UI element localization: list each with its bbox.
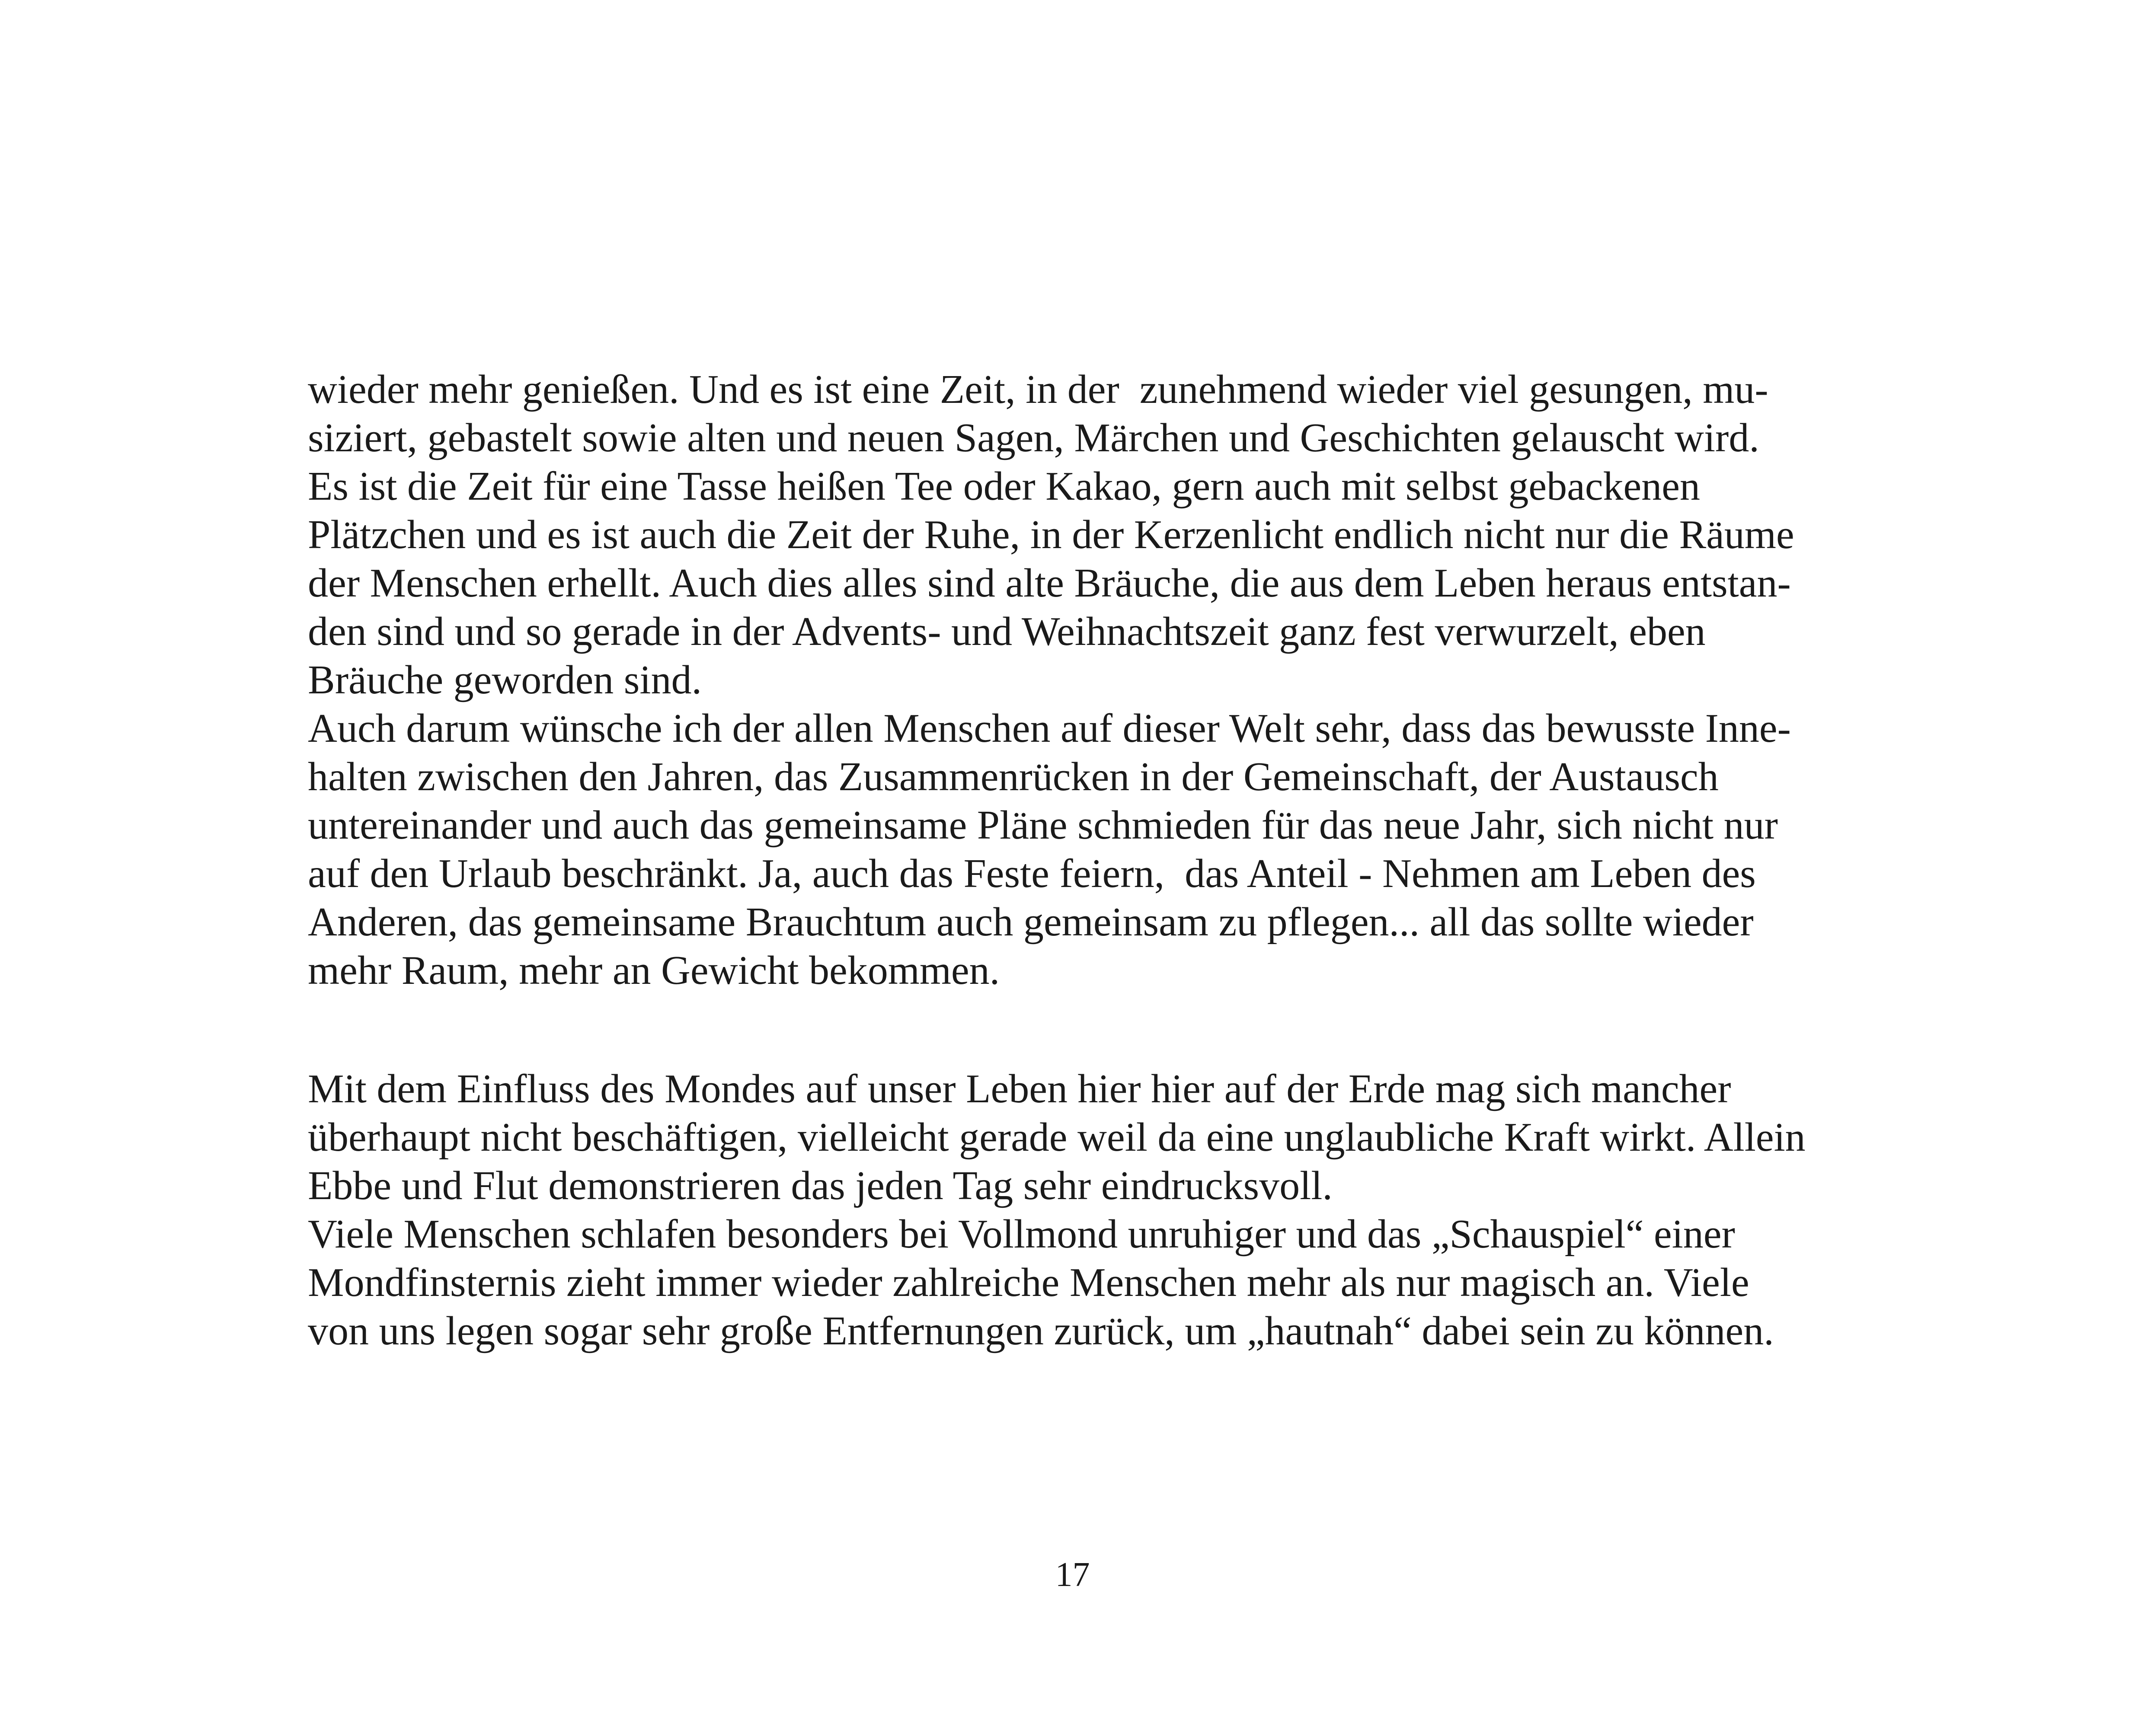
page-number: 17 [1055, 1556, 1090, 1594]
text-line: wieder mehr genießen. Und es ist eine Zeit, in der zunehmend wieder viel gesungen, mu- [308, 367, 1768, 412]
text-line: Plätzchen und es ist auch die Zeit der Ruhe, in der Kerzenlicht endlich nicht nur die Räume [308, 512, 1794, 557]
paragraph-1 [308, 365, 1908, 704]
paragraph-4 [308, 1210, 1908, 1355]
text-line: Es ist die Zeit für eine Tasse heißen Tee oder Kakao, gern auch mit selbst gebackenen [308, 464, 1701, 509]
text-line: Anderen, das gemeinsame Brauchtum auch gemeinsam zu pflegen... all das sollte wieder [308, 900, 1754, 945]
text-line: der Menschen erhellt. Auch dies alles sind alte Bräuche, die aus dem Leben heraus entstan- [308, 561, 1791, 606]
paragraph-2 [308, 704, 1908, 995]
text-line: Ebbe und Flut demonstrieren das jeden Tag sehr eindrucksvoll. [308, 1163, 1333, 1208]
text-line: Auch darum wünsche ich der allen Menschen auf dieser Welt sehr, dass das bewusste Inne- [308, 706, 1791, 751]
text-line: halten zwischen den Jahren, das Zusammenrücken in der Gemeinschaft, der Austausch [308, 754, 1719, 799]
text-line: Viele Menschen schlafen besonders bei Vollmond unruhiger und das „Schauspiel“ einer [308, 1212, 1735, 1257]
text-line: überhaupt nicht beschäftigen, vielleicht gerade weil da eine unglaubliche Kraft wirkt. Allein [308, 1115, 1806, 1160]
paragraph-3 [308, 1065, 1908, 1210]
body-text [308, 365, 1908, 1355]
text-line: untereinander und auch das gemeinsame Pläne schmieden für das neue Jahr, sich nicht nur [308, 803, 1778, 848]
text-line: auf den Urlaub beschränkt. Ja, auch das Feste feiern, das Anteil - Nehmen am Leben des [308, 851, 1756, 896]
paragraph-spacer [308, 995, 1908, 1065]
text-line: Bräuche geworden sind. [308, 657, 702, 702]
text-line: mehr Raum, mehr an Gewicht bekommen. [308, 948, 1000, 993]
text-line: Mit dem Einfluss des Mondes auf unser Leben hier hier auf der Erde mag sich mancher [308, 1066, 1731, 1111]
text-line: den sind und so gerade in der Advents- und Weihnachtszeit ganz fest verwurzelt, eben [308, 609, 1706, 654]
text-line: siziert, gebastelt sowie alten und neuen Sagen, Märchen und Geschichten gelauscht wird. [308, 415, 1759, 460]
text-line: von uns legen sogar sehr große Entfernungen zurück, um „hautnah“ dabei sein zu können. [308, 1308, 1774, 1353]
text-line: Mondfinsternis zieht immer wieder zahlreiche Menschen mehr als nur magisch an. Viele [308, 1260, 1749, 1305]
